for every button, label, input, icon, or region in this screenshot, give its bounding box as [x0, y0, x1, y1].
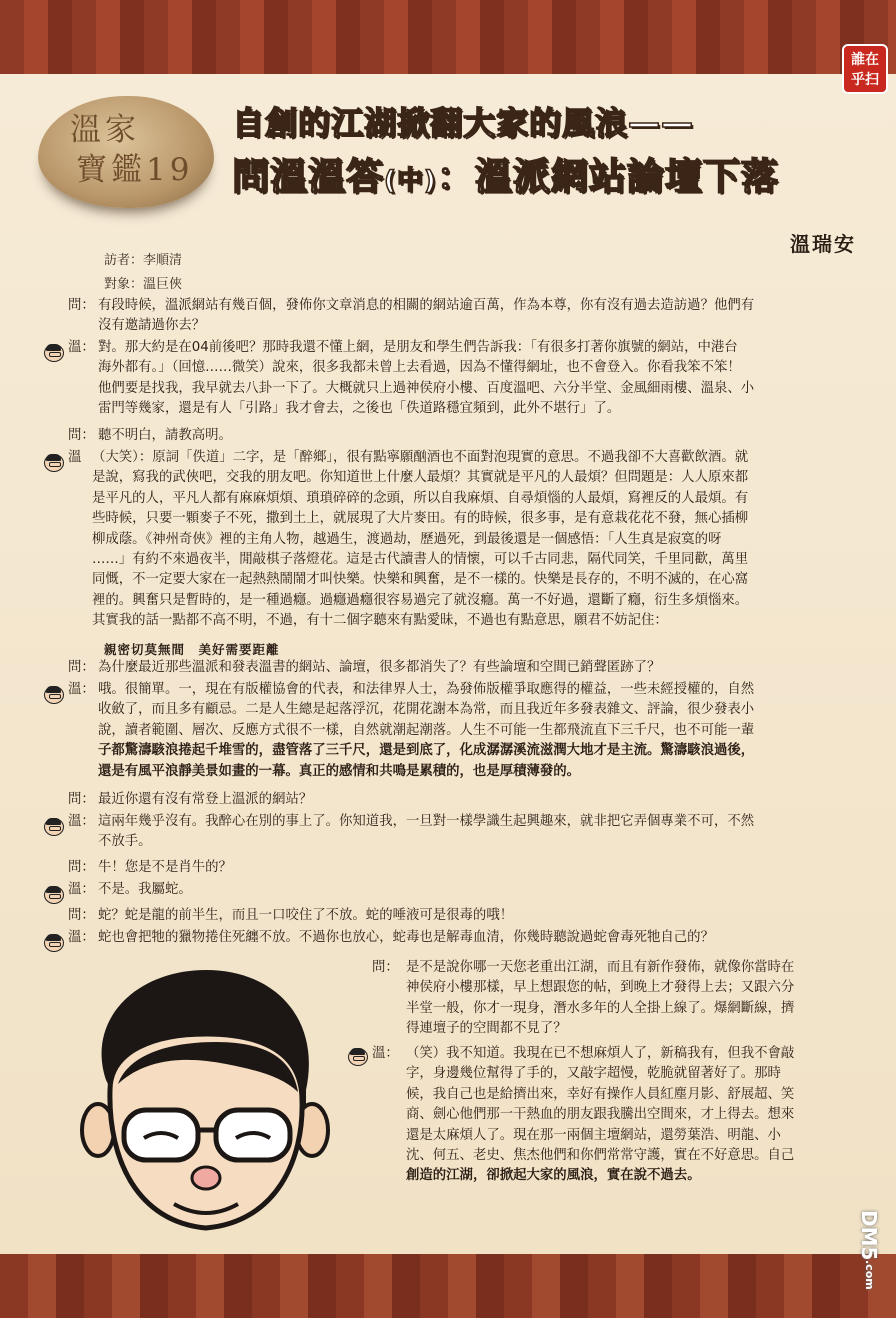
watermark-sub: .com [863, 1260, 876, 1291]
qa-line: ……」有約不來過夜半，閒敲棋子落燈花。這是古代讀書人的情懷，可以千古同悲，隔代同笑，千里同歡，萬里 [92, 552, 749, 568]
author-face-icon [44, 686, 64, 704]
corner-badge [842, 44, 888, 94]
qa-speaker: 溫： [68, 930, 95, 945]
headline-line1: 自創的江湖掀翻大家的風浪—— [232, 104, 695, 142]
author-face-icon [348, 1048, 368, 1066]
qa-line: 蛇？蛇是龍的前半生，而且一口咬住了不放。蛇的唾液可是很毒的哦！ [98, 908, 514, 923]
qa-line: 裡的。興奮只是暫時的，是一種過癮。過癮過癮很容易過完了就沒癮。萬一不好過，還斷了癮，衍生多煩惱來。 [92, 592, 749, 608]
interviewer-line: 訪者：李順清 [104, 253, 183, 268]
qa-speaker: 問： [372, 960, 399, 975]
qa-line: 蛇也會把牠的獵物捲住死纏不放。不過你也放心，蛇毒也是解毒血清，你幾時聽說過蛇會毒死牠自己的？ [98, 930, 714, 945]
badge-line2: 乎扫 [851, 72, 879, 88]
qa-line: （大笑）：原詞「佚道」二字，是「醉鄉」，很有點寧願酗酒也不面對泡現實的意思。不過我卻不大喜歡飲酒。就 [92, 450, 749, 465]
qa-speaker: 問： [68, 428, 95, 443]
qa-line: 不放手。 [98, 834, 152, 850]
qa-speaker: 溫： [68, 682, 95, 697]
qa-line: 最近你還有沒有常登上溫派的網站？ [98, 792, 313, 807]
qa-block [68, 790, 878, 810]
qa-line: 不是。我屬蛇。 [98, 882, 192, 897]
bottom-decorative-band [0, 1254, 896, 1318]
qa-block [68, 338, 878, 420]
qa-block [68, 296, 878, 337]
qa-speaker: 問： [68, 298, 95, 313]
qa-speaker: 溫： [68, 882, 95, 897]
qa-line: 是平凡的人，平凡人都有麻麻煩煩、瑣瑣碎碎的念頭，所以自我麻煩、自尋煩惱的人最煩，寫裡反的人最煩。有 [92, 490, 749, 506]
qa-block [68, 680, 878, 782]
qa-line: 半堂一般，你才一現身，潛水多年的人全掛上線了。爆網斷線，擠 [406, 1000, 795, 1016]
qa-line: 對。那大約是在04前後吧？那時我還不懂上網，是朋友和學生們告訴我：「有很多打著你旗號的網站，中港台 [98, 340, 738, 355]
author-face-icon [44, 934, 64, 952]
qa-speaker: 問： [68, 860, 95, 875]
badge-line1: 誰在 [851, 52, 879, 68]
qa-line: 還是太麻煩人了。現在那一兩個主壇網站，還勞葉浩、明龍、小 [406, 1127, 781, 1143]
qa-speaker: 問： [68, 908, 95, 923]
qa-line: 是不是說你哪一天您老重出江湖，而且有新作發佈，就像你當時在 [406, 960, 795, 975]
series-line2: 寶鑑19 [76, 152, 194, 188]
qa-speaker: 溫： [372, 1046, 399, 1061]
qa-speaker: 溫： [68, 340, 95, 355]
qa-line: 他們要是找我，我早就去八卦一下了。大概就只上過神侯府小樓、百度溫吧、六分半堂、金風細雨樓、溫泉、小 [98, 380, 755, 396]
qa-speaker: 問： [68, 660, 95, 675]
qa-line: 沒有邀請過你去？ [98, 318, 206, 334]
qa-line: 柳成蔭。《神州奇俠》裡的主角人物，越過生，渡過劫，歷過死，到最後還是一個感悟：「人生真是寂寞的呀 [92, 531, 722, 547]
qa-line: 神侯府小樓那樣，早上想跟您的帖，到晚上才發得上去；又跟六分 [406, 980, 795, 996]
qa-line: 海外都有。」（回憶……微笑）說來，很多我都未曾上去看過，因為不懂得網址，也不會登入。你看我笨不笨！ [98, 360, 741, 376]
qa-line: 得連壇子的空間都不見了？ [406, 1021, 567, 1037]
series-line1: 溫家 [70, 112, 140, 148]
qa-block [372, 1044, 872, 1187]
site-watermark [858, 1210, 888, 1314]
qa-block [68, 906, 878, 926]
qa-line: 雷門等幾家，還是有人「引路」我才會去，之後也「佚道路穩宜頻到，此外不堪行」了。 [98, 401, 621, 417]
series-label [70, 110, 210, 190]
subject-line: 對象：溫巨俠 [104, 277, 183, 292]
qa-block [372, 958, 872, 1040]
qa-block [68, 448, 878, 632]
nose-shape [192, 1167, 220, 1189]
qa-line: 聽不明白，請教高明。 [98, 428, 232, 443]
author-face-icon [44, 344, 64, 362]
qa-line: 這兩年幾乎沒有。我醉心在別的事上了。你知道我，一旦對一樣學識生起興趣來，就非把它弄個專業不可，不然 [98, 814, 755, 829]
qa-line: （笑）我不知道。我現在已不想麻煩人了，新稿我有，但我不會敲 [406, 1046, 795, 1061]
qa-line: 沈、何五、老史、焦杰他們和你們常常守護，實在不好意思。自己 [406, 1148, 795, 1164]
qa-line: 說，讀者範圍、層次、反應方式很不一樣，自然就潮起潮落。人生不可能一生都飛流直下三千尺，也不可能一輩 [98, 722, 755, 738]
qa-block [68, 858, 878, 878]
headline-line2-b: (中) [384, 166, 437, 196]
author-caricature [66, 960, 336, 1240]
headline-line2 [232, 146, 872, 200]
qa-speaker: 問： [68, 792, 95, 807]
qa-line: 牛！您是不是肖牛的？ [98, 860, 232, 875]
qa-block [68, 812, 878, 853]
qa-line: 商、劍心他們那一干熱血的朋友跟我騰出空間來，才上得去。想來 [406, 1107, 795, 1123]
qa-line: 是說，寫我的武俠吧，交我的朋友吧。你知道世上什麼人最煩？其實就是平凡的人最煩？但問題是：人人原來都 [92, 470, 749, 486]
qa-block [68, 426, 878, 446]
headline-line2-a: 問溫溫答 [232, 155, 384, 198]
qa-block [68, 658, 878, 678]
watermark-text: DM5 [857, 1210, 881, 1261]
qa-block [68, 928, 878, 948]
verse-line: 親密切莫無間 美好需要距離 [104, 642, 280, 657]
qa-line: 其實我的話一點都不高不明，不過，有十二個字聽來有點愛昧，不過也有點意思，願君不妨記住： [92, 613, 668, 629]
author-face-icon [44, 818, 64, 836]
qa-line: 同慨，不一定要大家在一起熱熱鬧鬧才叫快樂。快樂和興奮，是不一樣的。快樂是長存的，不明不滅的，在心窩 [92, 572, 749, 588]
qa-line: 還是有風平浪靜美景如畫的一幕。真正的感情和共鳴是累積的，也是厚積薄發的。 [98, 763, 581, 779]
qa-line: 有段時候，溫派網站有幾百個，發佈你文章消息的相關的網站逾百萬，作為本尊，你有沒有過去造訪過？他們有 [98, 298, 755, 313]
qa-speaker: 溫： [68, 814, 95, 829]
qa-line: 收斂了，而且多有顧忌。二是人生總是起落浮沉，花開花謝本為常，而且我近年多發表雜文、評論，很少發表小 [98, 702, 755, 718]
qa-line: 子都驚濤駭浪捲起千堆雪的，盡管落了三千尺，還是到底了，化成潺潺溪流滋潤大地才是主流。驚濤駭浪過後， [98, 743, 755, 759]
qa-line: 候，我自己也是給擠出來，幸好有操作人員紅塵月影、舒展超、笑 [406, 1086, 795, 1102]
qa-line: 哦。很簡單。一，現在有版權協會的代表，和法律界人士，為發佈版權爭取應得的權益，一些未經授權的，自然 [98, 682, 755, 697]
author-name: 溫瑞安 [790, 232, 856, 256]
qa-line: 字，身邊幾位幫得了手的，又敲字超慢，乾脆就留著好了。那時 [406, 1066, 781, 1082]
author-face-icon [44, 454, 64, 472]
qa-line: 為什麼最近那些溫派和發表溫書的網站、論壇，很多都消失了？有些論壇和空間已銷聲匿跡了？ [98, 660, 661, 675]
author-face-icon [44, 886, 64, 904]
qa-speaker: 溫 [68, 450, 82, 465]
headline-line2-c: ：溫派網站論壇下落 [436, 155, 779, 198]
qa-block [68, 880, 878, 900]
qa-line: 些時候，只要一顆麥子不死，撒到土上，就展現了大片麥田。有的時候，很多事，是有意栽花花不發，無心插柳 [92, 511, 749, 527]
top-decorative-band [0, 0, 896, 74]
qa-line: 創造的江湖，卻掀起大家的風浪，實在說不過去。 [406, 1168, 701, 1184]
